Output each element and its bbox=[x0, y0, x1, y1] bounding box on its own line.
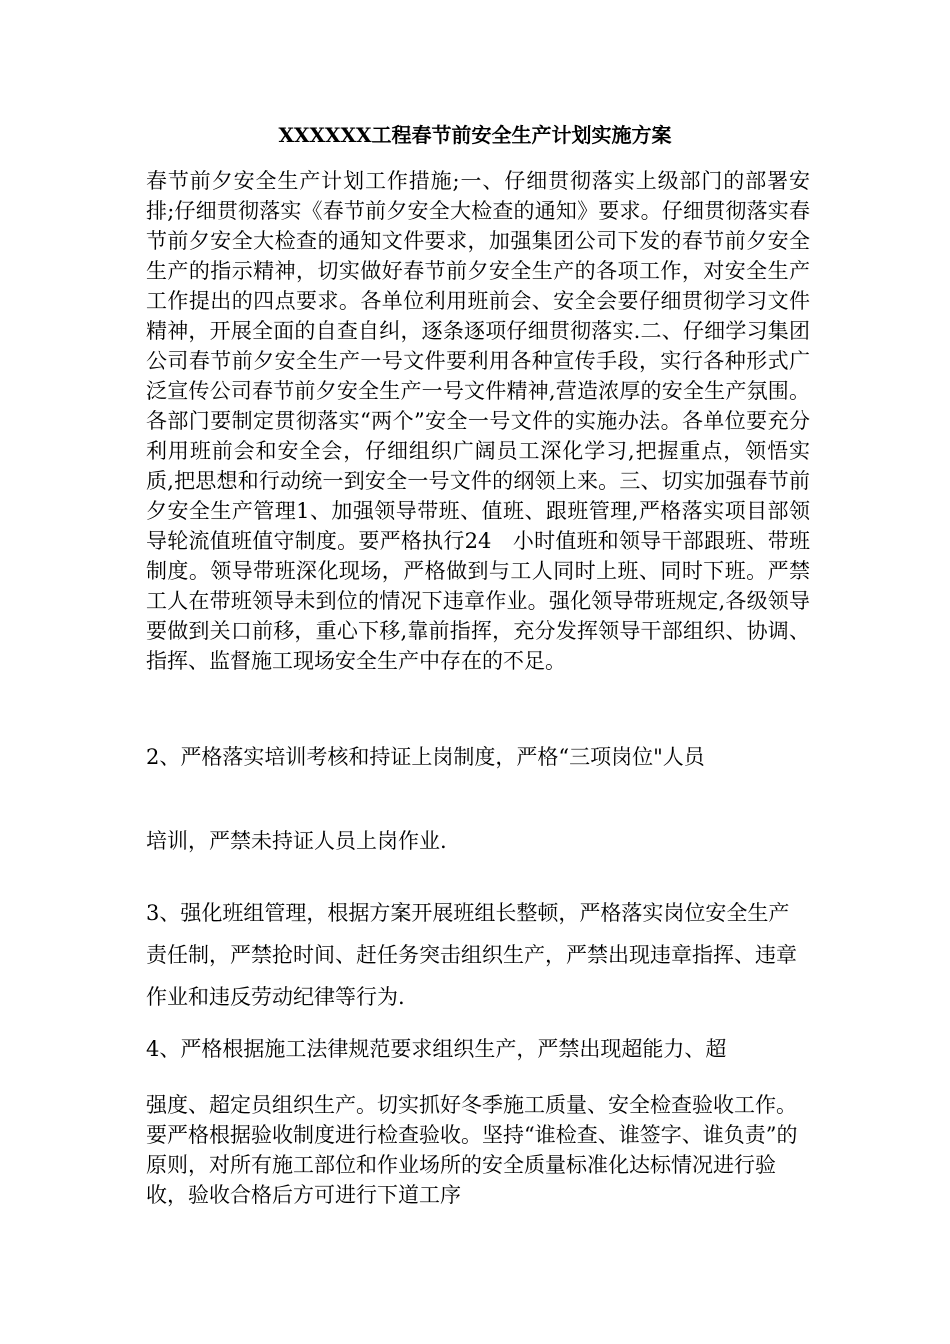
paragraph-main: 春节前夕安全生产计划工作措施;一、仔细贯彻落实上级部门的部署安排;仔细贯彻落实《春节前夕安全大检查的通知》要求。仔细贯彻落实春节前夕安全大检查的通知文件要求，加强集团公司下发的春节前夕安全生产的指示精神，切实做好春节前夕安全生产的各项工作，对安全生产工作提出的四点要求。各单位利用班前会、安全会要仔细贯彻学习文件精神，开展全面的自查自纠，逐条逐项仔细贯彻落实.二、仔细学习集团公司春节前夕安全生产一号文件要利用各种宣传手段，实行各种形式广泛宣传公司春节前夕安全生产一号文件精神,营造浓厚的安全生产氛围。各部门要制定贯彻落实“两个”安全一号文件的实施办法。各单位要充分利用班前会和安全会，仔细组织广阔员工深化学习,把握重点，领悟实质,把思想和行动统一到安全一号文件的纲领上来。三、切实加强春节前夕安全生产管理1、加强领导带班、值班、跟班管理,严格落实项目部领导轮流值班值守制度。要严格执行24 小时值班和领导干部跟班、带班制度。领导带班深化现场，严格做到与工人同时上班、同时下班。严禁工人在带班领导未到位的情况下违章作业。强化领导带班规定,各级领导要做到关口前移，重心下移,靠前指挥，充分发挥领导干部组织、协调、指挥、监督施工现场安全生产中存在的不足。 bbox=[146, 169, 810, 673]
paragraph-item-4-line-1: 4、严格根据施工法律规范要求组织生产，严禁出现超能力、超 bbox=[146, 1037, 727, 1061]
paragraph-item-2-line-1: 2、严格落实培训考核和持证上岗制度，严格“三项岗位"人员 bbox=[146, 745, 705, 769]
paragraph-item-3: 3、强化班组管理，根据方案开展班组长整顿，严格落实岗位安全生产责任制，严禁抢时间、赶任务突击组织生产，严禁出现违章指挥、违章作业和违反劳动纪律等行为. bbox=[146, 901, 797, 1009]
paragraph-item-4-body: 强度、超定员组织生产。切实抓好冬季施工质量、安全检查验收工作。要严格根据验收制度进行检查验收。坚持“谁检查、谁签字、谁负责”的原则，对所有施工部位和作业场所的安全质量标准化达标情况进行验收，验收合格后方可进行下道工序 bbox=[146, 1093, 798, 1207]
paragraph-item-2-line-2: 培训，严禁未持证人员上岗作业. bbox=[146, 829, 447, 853]
document-title: XXXXXX工程春节前安全生产计划实施方案 bbox=[278, 123, 672, 147]
